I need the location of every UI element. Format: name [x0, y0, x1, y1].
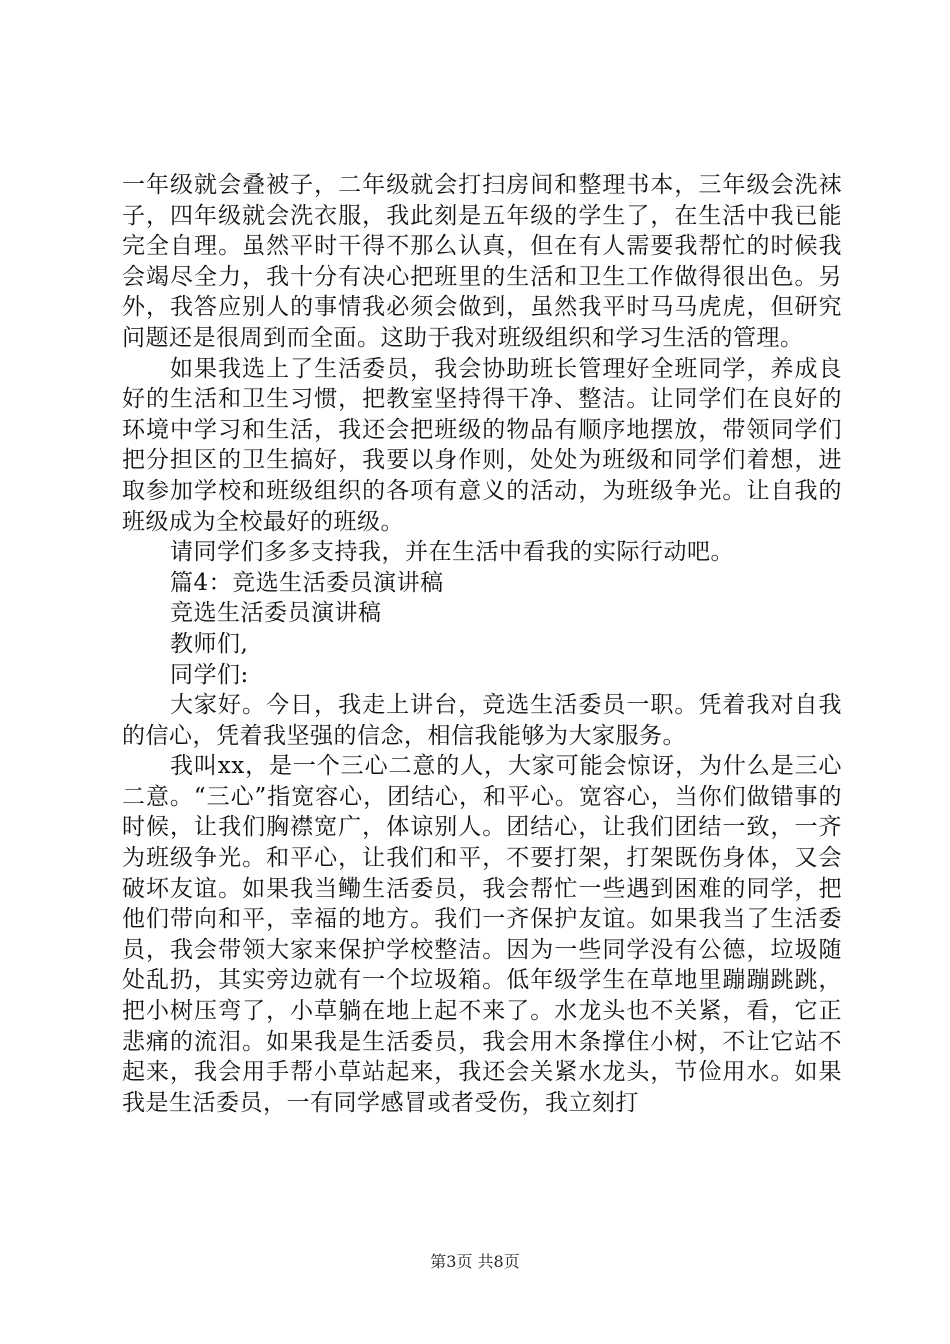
paragraph: 请同学们多多支持我，并在生活中看我的实际行动吧。: [170, 539, 734, 566]
salutation-teachers: 教师们,: [170, 630, 249, 657]
paragraph: 大家好。今日，我走上讲台，竞选生活委员一职。凭着我对自我的信心，凭着我坚强的信念，相信我能够为大家服务。: [122, 692, 842, 749]
section-heading: 篇4：竞选生活委员演讲稿: [170, 569, 444, 596]
paragraph: 一年级就会叠被子，二年级就会打扫房间和整理书本，三年级会洗袜子，四年级就会洗衣服，我此刻是五年级的学生了，在生活中我已能完全自理。虽然平时干得不那么认真，但在有人需要我帮忙的时候我会竭尽全力，我十分有决心把班里的生活和卫生工作做得很出色。另外，我答应别人的事情我必须会做到，虽然我平时马马虎虎，但研究问题还是很周到而全面。这助于我对班级组织和学习生活的管理。: [122, 172, 842, 351]
page-number-footer: 第3页 共8页: [430, 1252, 520, 1271]
document-body: [122, 170, 842, 1118]
salutation-students: 同学们:: [170, 661, 249, 688]
paragraph: 我叫xx，是一个三心二意的人，大家可能会惊讶，为什么是三心二意。“三心”指宽容心，团结心，和平心。宽容心，当你们做错事的时候，让我们胸襟宽广，体谅别人。团结心，让我们团结一致，一齐为班级争光。和平心，让我们和平，不要打架，打架既伤身体，又会破坏友谊。如果我当鳓生活委员，我会帮忙一些遇到困难的同学，把他们带向和平，幸福的地方。我们一齐保护友谊。如果我当了生活委员，我会带领大家来保护学校整洁。因为一些同学没有公德，垃圾随处乱扔，其实旁边就有一个垃圾箱。低年级学生在草地里蹦蹦跳跳，把小树压弯了，小草躺在地上起不来了。水龙头也不关紧，看，它正悲痛的流泪。如果我是生活委员，我会用木条撑住小树，不让它站不起来，我会用手帮小草站起来，我还会关紧水龙头，节俭用水。如果我是生活委员，一有同学感冒或者受伤，我立刻打: [122, 753, 842, 1116]
paragraph: 如果我选上了生活委员，我会协助班长管理好全班同学，养成良好的生活和卫生习惯，把教室坚持得干净、整洁。让同学们在良好的环境中学习和生活，我还会把班级的物品有顺序地摆放，带领同学们把分担区的卫生搞好，我要以身作则，处处为班级和同学们着想，进取参加学校和班级组织的各项有意义的活动，为班级争光。让自我的班级成为全校最好的班级。: [122, 355, 842, 535]
speech-title: 竞选生活委员演讲稿: [170, 600, 382, 627]
